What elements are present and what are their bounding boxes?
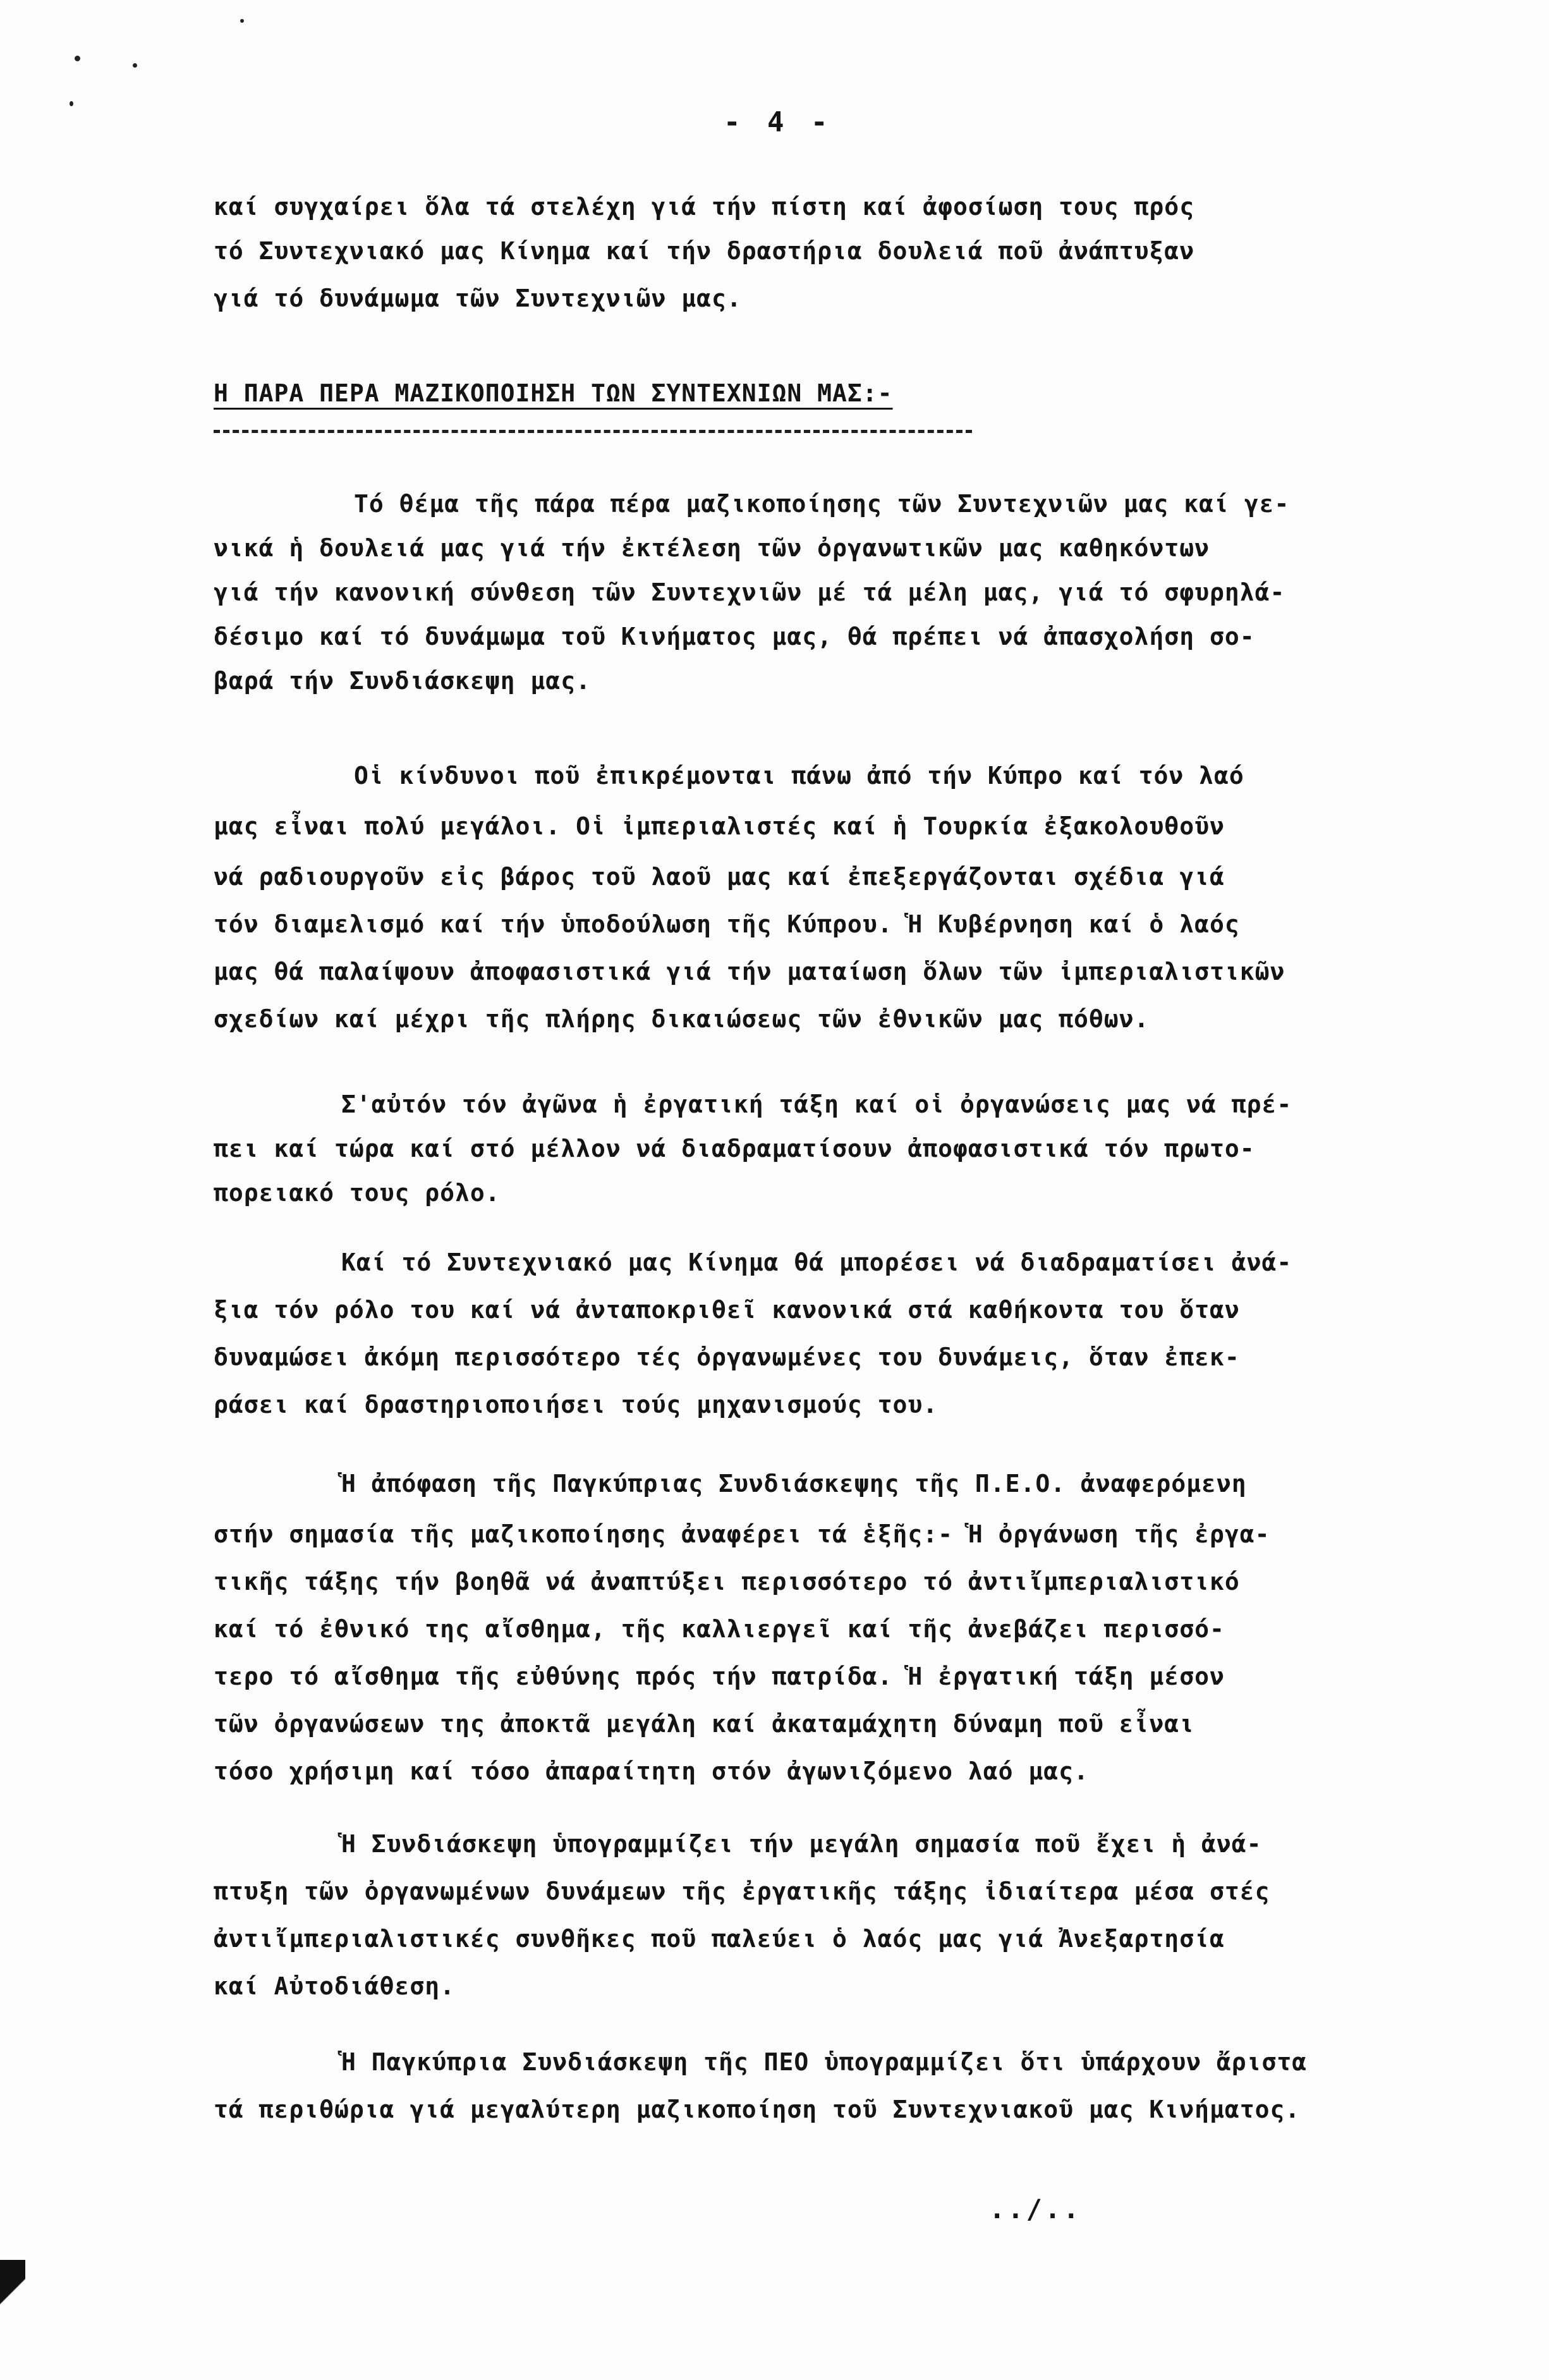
- body-p5-line-3: τικῆς τάξης τήν βοηθᾶ νά ἀναπτύξει περισσότερο τό ἀντιἴμπεριαλιστικό: [214, 1568, 1240, 1596]
- body-p7-line-2: τά περιθώρια γιά μεγαλύτερη μαζικοποίηση τοῦ Συντεχνιακοῦ μας Κινήματος.: [214, 2096, 1301, 2123]
- body-p2-line-3: νά ραδιουργοῦν εἰς βάρος τοῦ λαοῦ μας καί ἐπεξεργάζονται σχέδια γιά: [214, 863, 1225, 891]
- scan-speck: [133, 63, 137, 68]
- body-p5-line-1: Ἡ ἀπόφαση τῆς Παγκύπριας Συνδιάσκεψης τῆς Π.Ε.Ο. ἀναφερόμενη: [341, 1470, 1247, 1498]
- scan-edge-mark: [0, 2260, 25, 2380]
- intro-line-3: γιά τό δυνάμωμα τῶν Συντεχνιῶν μας.: [214, 284, 742, 312]
- body-p1-line-2: νικά ἡ δουλειά μας γιά τήν ἐκτέλεση τῶν ὀργανωτικῶν μας καθηκόντων: [214, 534, 1210, 562]
- intro-line-1: καί συγχαίρει ὅλα τά στελέχη γιά τήν πίστη καί ἀφοσίωση τους πρός: [214, 193, 1195, 221]
- body-p2-line-5: μας θά παλαίψουν ἀποφασιστικά γιά τήν ματαίωση ὅλων τῶν ἰμπεριαλιστικῶν: [214, 958, 1285, 986]
- body-p2-line-2: μας εἶναι πολύ μεγάλοι. Οἱ ἰμπεριαλιστές καί ἡ Τουρκία ἐξακολουθοῦν: [214, 812, 1225, 840]
- intro-line-2: τό Συντεχνιακό μας Κίνημα καί τήν δραστήρια δουλειά ποῦ ἀνάπτυξαν: [214, 237, 1195, 265]
- body-p4-line-3: δυναμώσει ἀκόμη περισσότερο τές ὀργανωμένες του δυνάμεις, ὅταν ἐπεκ-: [214, 1343, 1240, 1371]
- body-p6-line-4: καί Αὐτοδιάθεση.: [214, 1972, 456, 2000]
- heading-dashed-rule: [214, 430, 972, 433]
- body-p5-line-7: τόσο χρήσιμη καί τόσο ἀπαραίτητη στόν ἀγωνιζόμενο λαό μας.: [214, 1757, 1089, 1785]
- body-p3-line-3: πορειακό τους ρόλο.: [214, 1179, 501, 1207]
- body-p4-line-4: ράσει καί δραστηριοποιήσει τούς μηχανισμούς του.: [214, 1391, 939, 1419]
- body-p2-line-1: Οἱ κίνδυνοι ποῦ ἐπικρέμονται πάνω ἀπό τήν Κύπρο καί τόν λαό: [354, 762, 1244, 790]
- page-number: - 4 -: [724, 106, 833, 138]
- continuation-marker: ../..: [989, 2194, 1082, 2224]
- body-p5-line-5: τερο τό αἴσθημα τῆς εὐθύνης πρός τήν πατρίδα. Ἡ ἐργατική τάξη μέσον: [214, 1663, 1225, 1690]
- body-p2-line-4: τόν διαμελισμό καί τήν ὑποδούλωση τῆς Κύπρου. Ἡ Κυβέρνηση καί ὁ λαός: [214, 910, 1240, 938]
- body-p4-line-2: ξια τόν ρόλο του καί νά ἀνταποκριθεῖ κανονικά στά καθήκοντα του ὅταν: [214, 1296, 1240, 1324]
- body-p1-line-3: γιά τήν κανονική σύνθεση τῶν Συντεχνιῶν μέ τά μέλη μας, γιά τό σφυρηλά-: [214, 578, 1285, 606]
- body-p5-line-4: καί τό ἐθνικό της αἴσθημα, τῆς καλλιεργεῖ καί τῆς ἀνεβάζει περισσό-: [214, 1615, 1225, 1643]
- body-p7-line-1: Ἡ Παγκύπρια Συνδιάσκεψη τῆς ΠΕΟ ὑπογραμμίζει ὅτι ὑπάρχουν ἄριστα: [341, 2048, 1308, 2076]
- body-p4-line-1: Καί τό Συντεχνιακό μας Κίνημα θά μπορέσει νά διαδραματίσει ἀνά-: [341, 1248, 1292, 1276]
- scan-speck: [75, 56, 80, 61]
- body-p1-line-1: Τό θέμα τῆς πάρα πέρα μαζικοποίησης τῶν Συντεχνιῶν μας καί γε-: [354, 490, 1290, 518]
- body-p5-line-6: τῶν ὀργανώσεων της ἀποκτᾶ μεγάλη καί ἀκαταμάχητη δύναμη ποῦ εἶναι: [214, 1710, 1195, 1738]
- body-p6-line-1: Ἡ Συνδιάσκεψη ὑπογραμμίζει τήν μεγάλη σημασία ποῦ ἔχει ἡ ἀνά-: [341, 1830, 1262, 1858]
- scan-speck: [70, 101, 73, 106]
- body-p1-line-5: βαρά τήν Συνδιάσκεψη μας.: [214, 667, 591, 695]
- body-p3-line-2: πει καί τώρα καί στό μέλλον νά διαδραματίσουν ἀποφασιστικά τόν πρωτο-: [214, 1135, 1255, 1163]
- body-p2-line-6: σχεδίων καί μέχρι τῆς πλήρης δικαιώσεως τῶν ἐθνικῶν μας πόθων.: [214, 1005, 1150, 1033]
- body-p1-line-4: δέσιμο καί τό δυνάμωμα τοῦ Κινήματος μας, θά πρέπει νά ἀπασχολήση σο-: [214, 623, 1255, 650]
- body-p6-line-2: πτυξη τῶν ὀργανωμένων δυνάμεων τῆς ἐργατικῆς τάξης ἰδιαίτερα μέσα στές: [214, 1877, 1270, 1905]
- body-p3-line-1: Σ'αὐτόν τόν ἀγῶνα ἡ ἐργατική τάξη καί οἱ ὀργανώσεις μας νά πρέ-: [341, 1090, 1292, 1118]
- body-p5-line-2: στήν σημασία τῆς μαζικοποίησης ἀναφέρει τά ἑξῆς:- Ἡ ὀργάνωση τῆς ἐργα-: [214, 1520, 1270, 1548]
- body-p6-line-3: ἀντιἴμπεριαλιστικές συνθῆκες ποῦ παλεύει ὁ λαός μας γιά Ἀνεξαρτησία: [214, 1925, 1225, 1953]
- scan-speck: [240, 19, 244, 23]
- section-heading: Η ΠΑΡΑ ΠΕΡΑ ΜΑΖΙΚΟΠΟΙΗΣΗ ΤΩΝ ΣΥΝΤΕΧΝΙΩΝ ΜΑΣ:-: [214, 379, 893, 407]
